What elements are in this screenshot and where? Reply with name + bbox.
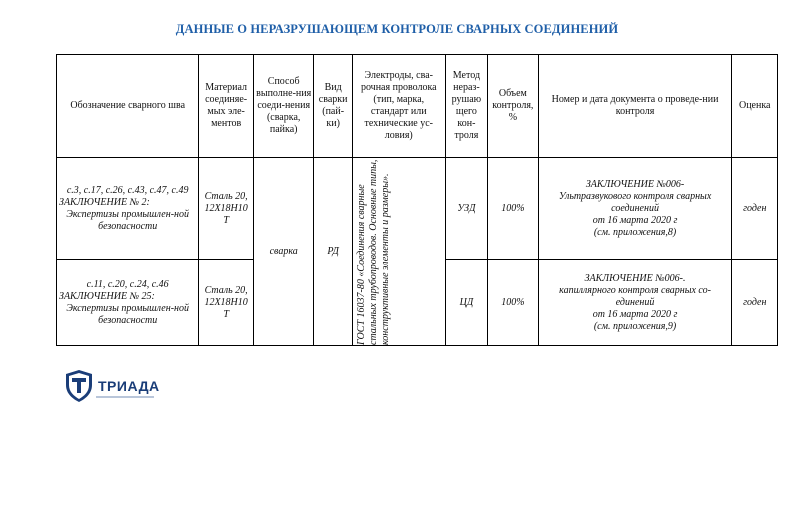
seam-ids: с.11, с.20, с.24, с.46 — [86, 278, 169, 290]
header-doc: Номер и дата документа о проведе-нии контроля — [538, 55, 732, 158]
doc-cell — [538, 260, 732, 346]
method-cell: сварка — [253, 158, 314, 346]
document-title: ДАННЫЕ О НЕРАЗРУШАЮЩЕМ КОНТРОЛЕ СВАРНЫХ СОЕДИНЕНИЙ — [175, 22, 619, 36]
type-cell: РД — [314, 158, 352, 346]
shield-t-icon — [64, 369, 94, 408]
doc-line: капиллярного контроля сварных со-единений — [559, 284, 711, 308]
volume-cell: 100% — [488, 158, 538, 260]
material-cell: Сталь 20, 12Х18Н10 Т — [199, 260, 254, 346]
seam-cell — [57, 260, 199, 346]
seam-note: Экспертизы промышлен-ной безопасности — [66, 302, 189, 326]
seam-conclusion: ЗАКЛЮЧЕНИЕ № 2: — [59, 196, 150, 208]
electrodes-cell — [352, 158, 445, 346]
doc-line: от 16 марта 2020 г — [592, 308, 678, 320]
material-cell: Сталь 20, 12Х18Н10 Т — [199, 158, 254, 260]
table-row — [57, 158, 778, 260]
logo-name: ТРИАДА — [98, 378, 160, 394]
weld-ndt-table — [56, 54, 778, 346]
grade-cell: годен — [732, 158, 778, 260]
ndt-method-cell: УЗД — [445, 158, 487, 260]
volume-cell: 100% — [488, 260, 538, 346]
header-electrodes: Электроды, сва-рочная проволока (тип, марка, стандарт или технические ус-ловия) — [352, 55, 445, 158]
seam-cell — [57, 158, 199, 260]
header-grade: Оценка — [732, 55, 778, 158]
header-method: Способ выполне-ния соеди-нения (сварка, пайка) — [253, 55, 314, 158]
header-seam: Обозначение сварного шва — [57, 55, 199, 158]
ndt-method-cell: ЦД — [445, 260, 487, 346]
header-volume: Объем контроля, % — [488, 55, 538, 158]
header-material: Материал соединяе-мых эле-ментов — [199, 55, 254, 158]
doc-line: (см. приложения,8) — [593, 226, 677, 238]
doc-cell — [538, 158, 732, 260]
header-type: Вид сварки (пай-ки) — [314, 55, 352, 158]
seam-note: Экспертизы промышлен-ной безопасности — [66, 208, 189, 232]
company-logo — [64, 369, 160, 408]
doc-line: ЗАКЛЮЧЕНИЕ №006-. — [584, 272, 686, 284]
seam-ids: с.3, с.17, с.26, с.43, с.47, с.49 — [66, 184, 189, 196]
doc-line: ЗАКЛЮЧЕНИЕ №006- — [585, 178, 685, 190]
header-row — [57, 55, 778, 158]
doc-line: (см. приложения,9) — [593, 320, 677, 332]
doc-line: Ультразвукового контроля сварных соединений — [558, 190, 712, 214]
seam-conclusion: ЗАКЛЮЧЕНИЕ № 25: — [59, 290, 155, 302]
header-ndt-method: Метод нераз-рушаю щего кон-троля — [445, 55, 487, 158]
grade-cell: годен — [732, 260, 778, 346]
logo-underline — [96, 396, 154, 398]
electrodes-text: ГОСТ 16037-80 «Соединения сварные стальных трубопроводов. Основные типы, конструктивные элементы и размеры». — [355, 159, 391, 345]
doc-line: от 16 марта 2020 г — [592, 214, 678, 226]
